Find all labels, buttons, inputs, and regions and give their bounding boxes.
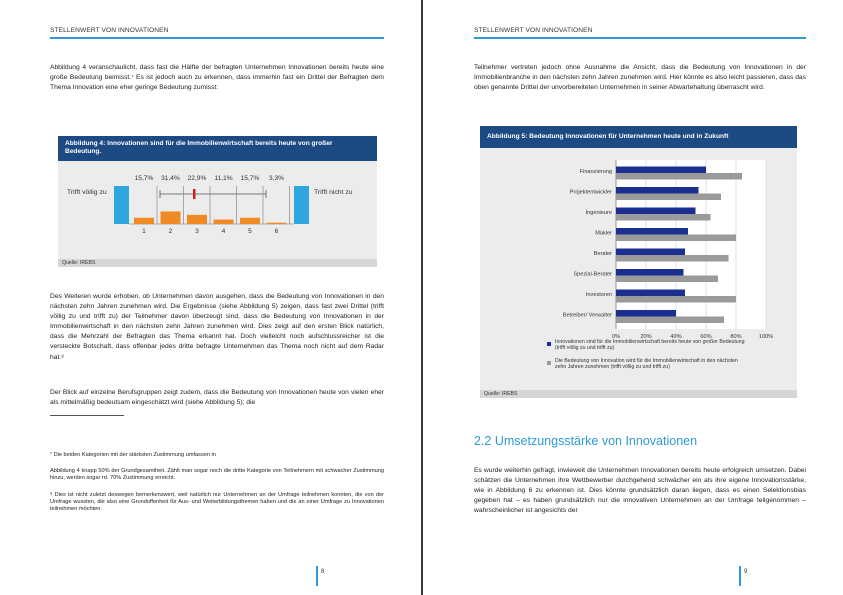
distribution-bar [187, 215, 207, 224]
source-bar [58, 259, 377, 267]
bar-future [616, 276, 718, 283]
scale-number: 6 [274, 228, 279, 235]
paragraph: Es wurde weiterhin gefragt, inwieweit die Unternehmen Innovationen bereits heute erfolgreich umsetzen. Dabei schätzen die Unternehmen ihre Wettbewerber durchgehend schwächer ein als ihre eigene Innovationsstärke, wie in Abbildung 6 zu erkennen ist. Dies könnte grundsätzlich daran liegen, dass es einen Selektionsbias gegeben hat – es haben grundsätzlich nur die innovativen Unternehmen an der Umfrage teilgenommen – wahrscheinlicher ist angesichts der [474, 467, 806, 515]
x-tick-label: 80% [730, 334, 742, 340]
category-label: Spezial-Berater [573, 271, 612, 278]
footnote-7-continued: Abbildung 4 knapp 50% der Grundgesamtheit. Zählt man sogar noch die dritte Kategorie von Teilnehmern mit schwacher Zustimmung hinzu, werden sogar rd. 70% Zustimmung erreicht. [50, 468, 384, 482]
bar-future [616, 255, 729, 262]
mean-marker [193, 189, 196, 199]
distribution-bar [214, 220, 234, 224]
page-number-bar [316, 566, 318, 586]
percent-label: 3,3% [268, 175, 285, 182]
category-label: Finanzierung [579, 169, 612, 175]
page-number: 8 [321, 569, 325, 575]
bar-future [616, 214, 711, 221]
left-end-block [114, 186, 129, 224]
x-tick-label: 100% [758, 334, 774, 340]
bar-today [616, 269, 684, 276]
horizontal-bar-chart [480, 150, 797, 388]
x-tick-label: 40% [670, 334, 682, 340]
figure-title: Abbildung 4: Innovationen sind für die Immobilienwirtschaft bereits heute von großer Bedeutung. [58, 136, 377, 161]
bar-today [616, 249, 685, 256]
figure-title: Abbildung 5: Bedeutung Innovationen für Unternehmen heute und in Zukunft [480, 126, 797, 148]
paragraph: Der Blick auf einzelne Berufsgruppen zeigt zudem, dass die Bedeutung von Innovationen heute von vielen eher als mittelmäßig bedeutsam eingeschätzt wird (siehe Abbildung 5); die [50, 389, 384, 407]
distribution-bar [267, 223, 287, 224]
bar-future [616, 296, 736, 303]
running-header: STELLENWERT VON INNOVATIONEN [50, 27, 169, 34]
legend-label-today: Innovationen sind für die Immobilienwirtschaft bereits heute von großer Bedeutung (trifft völlig zu und trifft zu) [555, 339, 745, 352]
scale-number: 4 [221, 228, 226, 235]
bar-today [616, 310, 676, 317]
likert-chart [58, 166, 377, 266]
x-tick-label: 20% [640, 334, 652, 340]
category-label: Berater [593, 251, 612, 257]
bar-today [616, 167, 706, 174]
x-tick-label: 0% [611, 334, 621, 340]
figure-4 [58, 136, 377, 267]
percent-label: 15,7% [134, 175, 154, 182]
percent-label: 15,7% [240, 175, 260, 182]
footnote-7: ⁷ Die beiden Kategorien mit der stärksten Zustimmung umfassen in [50, 452, 216, 458]
percent-label: 11,1% [214, 175, 233, 182]
header-rule [474, 37, 806, 39]
distribution-bar [161, 211, 181, 224]
footnote-rule [50, 415, 124, 416]
category-label: Ingenieure [585, 210, 612, 216]
source-bar [480, 390, 797, 398]
scale-number: 3 [195, 228, 199, 235]
scale-number: 1 [142, 228, 146, 235]
page-right [423, 0, 843, 595]
paragraph: Teilnehmer vertreten jedoch ohne Ausnahme die Ansicht, dass die Bedeutung von Innovationen in der Immobilienbranche in den nächsten zehn Jahren zunehmen wird. Hier könnte es also leicht passieren, dass das oben genannte Drittel der unvorbereiteten Unternehmen in seiner Abwartehaltung überrascht wird. [474, 64, 806, 92]
paragraph: Des Weiteren wurde erhoben, ob Unternehmen davon ausgehen, dass die Bedeutung von Innovationen in den nächsten zehn Jahren zunehmen wird. Die Ergebnisse (siehe Abbildung 5) zeigen, dass fast zwei Drittel (trifft völlig zu und trifft zu) der Teilnehmer davon überzeugt sind, dass die Bedeutung von Innovationen in der Immobilienwirtschaft in den nächsten zehn Jahren zunehmen wird. Dies zeigt auf den ersten Blick natürlich, dass die Mehrzahl der Befragten das Thema erkannt hat. Doch vielleicht noch aufschlussreicher ist die versteckte Botschaft, dass offenbar jedes dritte befragte Unternehmen das Thema noch nicht auf dem Radar hat.⁸ [50, 293, 384, 361]
paragraph: Abbildung 4 veranschaulicht, dass fast die Hälfte der befragten Unternehmen Innovationen bereits heute eine große Bedeutung beimisst.⁷ Es ist jedoch auch zu erkennen, dass immerhin fast ein Drittel der Befragten dem Thema Innovation eine eher geringe Bedeutung zumisst: [50, 64, 384, 92]
bar-future [616, 317, 724, 324]
percent-label: 31,4% [161, 175, 180, 182]
category-label: Investoren [585, 292, 612, 298]
page-left [0, 0, 421, 595]
bar-future [616, 173, 742, 180]
percent-label: 22,9% [187, 175, 207, 182]
footnote-8: ⁸ Dies ist nicht zuletzt deswegen bemerkenswert, weil natürlich nur Unternehmen an der Umfrage teilnehmen konnten, die von der Umfrage wussten, die also eine Grundoffenheit für Aus- und Weiterbildungsthemen haben und die an einer Umfrage zu Innovationen teilnehmen möchten. [50, 492, 384, 513]
bar-future [616, 235, 736, 242]
legend-swatch-today [547, 342, 551, 346]
bar-today [616, 228, 688, 235]
x-tick-label: 60% [700, 334, 712, 340]
scale-number: 2 [168, 228, 173, 235]
section-heading: 2.2 Umsetzungsstärke von Innovationen [474, 434, 698, 448]
category-label: Makler [595, 230, 612, 237]
legend-label-future: Die Bedeutung von Innovation wird für die Immobilienwirtschaft in den nächsten zehn Jahren zunehmen (trifft völlig zu und trifft zu) [555, 358, 738, 371]
scale-number: 5 [248, 228, 252, 235]
page-number-bar [739, 566, 741, 586]
figure-5 [480, 126, 797, 398]
bar-today [616, 187, 699, 194]
figure-source: Quelle: IREBS [484, 391, 518, 397]
distribution-bar [240, 218, 260, 224]
figure-source: Quelle: IREBS [62, 260, 96, 266]
left-scale-label: Trifft völlig zu [67, 189, 107, 196]
category-label: Betreiber/ Verwalter [562, 312, 612, 319]
legend-swatch-future [547, 361, 551, 365]
distribution-bar [134, 218, 154, 224]
page-number: 9 [744, 569, 748, 575]
right-end-block [294, 186, 309, 224]
plot-area [616, 160, 766, 329]
bar-today [616, 290, 685, 297]
right-scale-label: Trifft nicht zu [314, 189, 353, 196]
category-label: Projektentwickler [569, 189, 612, 196]
bar-today [616, 208, 696, 215]
running-header: STELLENWERT VON INNOVATIONEN [474, 27, 593, 34]
bar-future [616, 194, 721, 201]
header-rule [50, 37, 384, 39]
